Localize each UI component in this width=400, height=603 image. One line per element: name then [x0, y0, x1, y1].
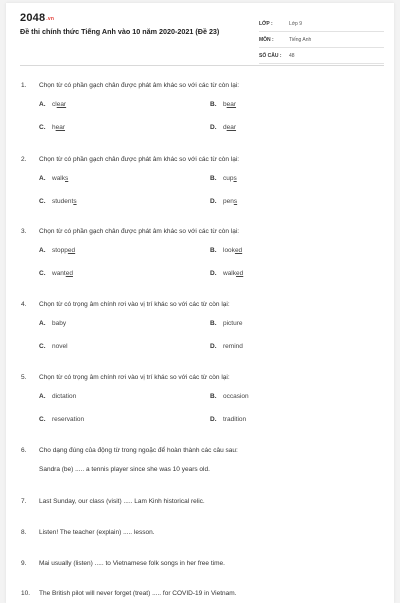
option-letter: B. [210, 247, 217, 254]
question-3 [6, 227, 394, 278]
option-word-part: picture [223, 320, 243, 327]
option-underlined-part: ed [67, 247, 76, 254]
option-word-part: cl [52, 101, 57, 108]
question-stem [6, 155, 394, 164]
question-number: 4. [21, 301, 27, 308]
option-word-part: h [52, 124, 56, 131]
question-stem [6, 81, 394, 90]
answer-option[interactable] [39, 269, 210, 278]
question-number: 1. [21, 82, 27, 89]
option-word-part: novel [52, 343, 68, 350]
meta-key: LỚP : [259, 20, 273, 27]
question-stem [6, 446, 394, 455]
answer-options [6, 174, 394, 206]
question-stem [6, 589, 394, 598]
question-number: 9. [21, 560, 27, 567]
question-number: 8. [21, 529, 27, 536]
option-underlined-part: ed [65, 270, 73, 277]
option-word [52, 415, 84, 424]
header-divider [20, 65, 384, 66]
option-word-part: want [52, 270, 66, 277]
option-underlined-part: s [73, 198, 77, 205]
option-word [52, 392, 76, 401]
meta-value: Lớp 9 [289, 20, 303, 27]
question-1 [6, 81, 394, 132]
option-word [223, 319, 243, 328]
option-word [223, 392, 249, 401]
question-text: Listen! The teacher (explain) ..... lesson. [39, 529, 155, 536]
meta-key: MÔN : [259, 36, 274, 43]
question-2 [6, 155, 394, 206]
question-text: Chọn từ có trọng âm chính rơi vào vị trí khác so với các từ còn lại: [39, 301, 230, 308]
option-word-part: d [223, 124, 227, 131]
option-letter: B. [210, 101, 217, 108]
option-word [223, 246, 242, 255]
option-letter: A. [39, 320, 46, 327]
answer-option[interactable] [210, 123, 360, 132]
option-letter: A. [39, 175, 46, 182]
question-7 [6, 497, 394, 506]
meta-value: Tiếng Anh [289, 36, 312, 43]
option-letter: C. [39, 270, 46, 277]
option-letter: B. [210, 320, 217, 327]
option-letter: D. [210, 198, 217, 205]
meta-row-class [259, 16, 384, 32]
question-stem [6, 528, 394, 537]
answer-option[interactable] [39, 100, 210, 109]
option-underlined-part: ear [226, 124, 237, 131]
option-word [52, 342, 68, 351]
option-word-part: b [223, 101, 227, 108]
answer-option[interactable] [39, 197, 210, 206]
question-stem [6, 559, 394, 568]
answer-options [6, 100, 394, 132]
option-word [223, 269, 243, 278]
answer-option[interactable] [210, 415, 360, 424]
option-word-part: look [223, 247, 235, 254]
option-word-part: walk [223, 270, 237, 277]
question-text: Chọn từ có phần gạch chân được phát âm khác so với các từ còn lại: [39, 82, 240, 89]
exam-meta [259, 16, 384, 64]
option-letter: A. [39, 247, 46, 254]
exam-sheet [6, 3, 394, 603]
answer-option[interactable] [39, 123, 210, 132]
answer-option[interactable] [210, 197, 360, 206]
option-underlined-part: ear [55, 124, 66, 131]
answer-option[interactable] [210, 319, 360, 328]
answer-option[interactable] [39, 342, 210, 351]
option-word [52, 197, 77, 206]
option-letter: A. [39, 393, 46, 400]
question-4 [6, 300, 394, 351]
option-word [223, 342, 243, 351]
question-stem [6, 300, 394, 309]
question-9 [6, 559, 394, 568]
option-word-part: student [52, 198, 74, 205]
option-underlined-part: ed [234, 247, 243, 254]
option-letter: B. [210, 175, 217, 182]
question-5 [6, 373, 394, 424]
option-word [52, 269, 73, 278]
option-word [52, 174, 68, 183]
question-number: 6. [21, 447, 27, 454]
answer-option[interactable] [210, 246, 360, 255]
question-text: The British pilot will never forget (treat) ..... for COVID-19 in Vietnam. [39, 590, 237, 597]
option-letter: C. [39, 124, 46, 131]
option-word-part: stopp [52, 247, 68, 254]
answer-option[interactable] [210, 342, 360, 351]
meta-row-count [259, 48, 384, 64]
question-8 [6, 528, 394, 537]
option-letter: B. [210, 393, 217, 400]
meta-value: 48 [289, 52, 295, 59]
question-number: 5. [21, 374, 27, 381]
option-word-part: walk [52, 175, 66, 182]
answer-option[interactable] [39, 319, 210, 328]
option-letter: C. [39, 198, 46, 205]
option-word-part: remind [223, 343, 243, 350]
option-word-part: pen [223, 198, 234, 205]
brand-logo[interactable] [20, 12, 54, 24]
option-letter: D. [210, 124, 217, 131]
option-word [223, 100, 236, 109]
meta-key: SỐ CÂU : [259, 52, 282, 59]
question-stem [6, 497, 394, 506]
question-number: 3. [21, 228, 27, 235]
answer-option[interactable] [210, 100, 360, 109]
question-sentence: Sandra (be) ..... a tennis player since she was 10 years old. [39, 466, 210, 473]
page-title: Đề thi chính thức Tiếng Anh vào 10 năm 2020-2021 (Đề 23) [20, 27, 220, 36]
option-word-part: baby [52, 320, 67, 327]
answer-options [6, 246, 394, 278]
option-word [52, 123, 65, 132]
option-word-part: tradition [223, 416, 247, 423]
question-text: Chọn từ có phần gạch chân được phát âm khác so với các từ còn lại: [39, 228, 240, 235]
question-text: Mai usually (listen) ..... to Vietnamese folk songs in her free time. [39, 560, 225, 567]
question-text: Last Sunday, our class (visit) ..... Lam Kinh historical relic. [39, 498, 205, 505]
answer-option[interactable] [39, 392, 210, 401]
question-number: 7. [21, 498, 27, 505]
option-letter: C. [39, 416, 46, 423]
answer-option[interactable] [39, 246, 210, 255]
option-word [223, 174, 237, 183]
answer-option[interactable] [39, 174, 210, 183]
option-word-part: reservation [52, 416, 85, 423]
answer-options [6, 319, 394, 351]
option-word [52, 246, 75, 255]
option-word [52, 100, 66, 109]
question-10 [6, 589, 394, 598]
answer-option[interactable] [210, 269, 360, 278]
option-underlined-part: ear [226, 101, 237, 108]
option-letter: C. [39, 343, 46, 350]
option-word-part: dictation [52, 393, 77, 400]
option-underlined-part: s [65, 175, 69, 182]
option-word [223, 123, 236, 132]
option-word-part: occasion [223, 393, 249, 400]
option-underlined-part: s [233, 175, 237, 182]
option-word [223, 197, 237, 206]
question-text: Chọn từ có trọng âm chính rơi vào vị trí khác so với các từ còn lại: [39, 374, 230, 381]
option-word [52, 319, 66, 328]
question-stem [6, 373, 394, 382]
meta-row-subject [259, 32, 384, 48]
option-letter: A. [39, 101, 46, 108]
answer-option[interactable] [210, 174, 360, 183]
option-underlined-part: ed [236, 270, 244, 277]
question-number: 10. [21, 590, 31, 597]
option-underlined-part: s [233, 198, 238, 205]
option-letter: D. [210, 416, 217, 423]
question-6 [6, 446, 394, 474]
brand-name: 2048 [20, 12, 46, 24]
answer-option[interactable] [39, 415, 210, 424]
answer-options [6, 392, 394, 424]
option-word [223, 415, 246, 424]
question-text: Chọn từ có phần gạch chân được phát âm khác so với các từ còn lại: [39, 156, 240, 163]
answer-option[interactable] [210, 392, 360, 401]
question-text: Cho dạng đúng của động từ trong ngoặc để hoàn thành các câu sau: [39, 447, 238, 454]
question-stem [6, 227, 394, 236]
option-letter: D. [210, 343, 217, 350]
option-word-part: cup [223, 175, 234, 182]
option-underlined-part: ear [56, 101, 67, 108]
option-letter: D. [210, 270, 217, 277]
brand-suffix: .vn [46, 16, 55, 22]
question-number: 2. [21, 156, 27, 163]
